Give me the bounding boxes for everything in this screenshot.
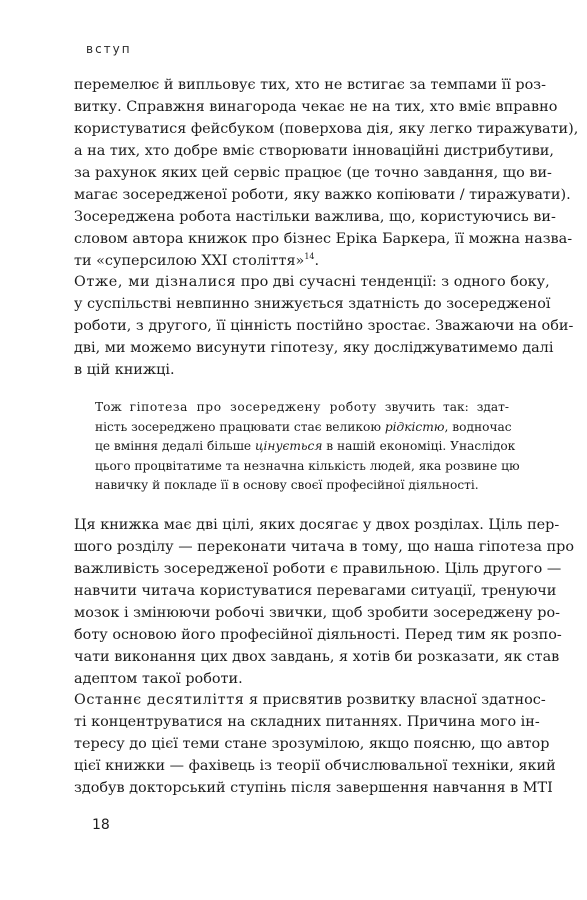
page-number: 18 [92,817,110,833]
text-line: мозок і змінюючи робочі звички, щоб зробити зосереджену ро- [74,605,560,621]
text-line: Зосереджена робота настільки важлива, що, користуючись ви- [74,209,556,225]
text-fragment: про дві сучасні тенденції: з одного боку, [236,274,550,290]
text-fragment: я присвятив розвитку власної здатнос- [244,692,546,708]
text-line [74,689,546,711]
text-line: магає зосередженої роботи, яку важко копіювати / тиражувати). [74,187,571,203]
text-fragment: в нашій економіці. Унаслідок [322,439,516,453]
text-line [74,250,526,272]
hypothesis-lead-in: гіпотеза про зосереджену роботу [129,400,377,414]
text-line: здобув докторський ступінь після завершення навчання в MTI [74,780,553,796]
text-fragment: ти «суперсилою XXI століття» [74,253,305,269]
text-line: витку. Справжня винагорода чекає не на тих, хто вміє вправно [74,99,558,115]
text-line: боту основою його професійної діяльності. Перед тим як розпо- [74,627,562,643]
hypothesis-block [95,398,520,496]
text-line: перемелює й випльовує тих, хто не встигає за темпами її роз- [74,77,546,93]
text-line: навчити читача користуватися перевагами ситуації, тренуючи [74,583,557,599]
running-head: вступ [86,42,132,56]
paragraph-lead-in: Останнє десятиліття [74,692,245,708]
text-line: цієї книжки — фахівець із теорії обчислювальної техніки, який [74,758,556,774]
text-line [95,418,512,438]
text-fragment: ність зосереджено працювати стає великою [95,419,385,434]
text-line: користуватися фейсбуком (поверхова дія, яку легко тиражувати), [74,121,579,137]
paragraph-lead-in: Отже, ми дізналися [74,274,237,290]
text-fragment: це вміння дедалі більше [95,439,256,453]
paragraph-goals [74,514,575,690]
text-fragment: звучить так: здат- [376,400,509,414]
text-fragment: , водночас [444,419,512,434]
text-line: ті концентруватися на складних питаннях. Причина мого ін- [74,714,540,730]
text-line: за рахунок яких цей сервіс працює (це точно завдання, що ви- [74,165,552,181]
text-line: Ця книжка має дві цілі, яких досягає у двох розділах. Ціль пер- [74,517,560,533]
text-line: тересу до цієї теми стане зрозумілою, якщо поясню, що автор [74,736,550,752]
emphasis-text: рідкістю [384,419,445,434]
text-line: у суспільстві невпинно знижується здатність до зосередженої [74,296,551,312]
text-line: цього процвітатиме та незначна кількість людей, яка розвине цю [95,458,520,473]
paragraph-trends [74,271,574,381]
text-line: роботи, з другого, її цінність постійно зростає. Зважаючи на оби- [74,318,574,334]
paragraph-continuation [74,74,579,272]
emphasis-text: цінується [255,439,323,453]
text-line: важливість зосередженої роботи є правильною. Ціль другого — [74,561,562,577]
text-fragment: . [314,253,320,269]
text-line: чати виконання цих двох завдань, я хотів би розказати, як став [74,649,560,665]
text-line: навичку й покладе її в основу своєї професійної діяльності. [95,478,479,492]
text-line: в цій книжці. [74,362,175,378]
text-line [95,398,509,418]
text-line: адептом такої роботи. [74,671,243,687]
text-line: дві, ми можемо висунути гіпотезу, яку досліджуватимемо далі [74,340,554,356]
text-line: словом автора книжок про бізнес Еріка Баркера, її можна назва- [74,231,573,247]
footnote-reference: 14 [304,252,315,262]
text-fragment: Тож [95,400,130,414]
paragraph-decade [74,689,556,799]
text-line [74,271,550,293]
text-line: а на тих, хто добре вміє створювати інноваційні дистрибутиви, [74,143,554,159]
text-line: шого розділу — переконати читача в тому, що наша гіпотеза про [74,539,575,555]
text-line [95,437,516,457]
